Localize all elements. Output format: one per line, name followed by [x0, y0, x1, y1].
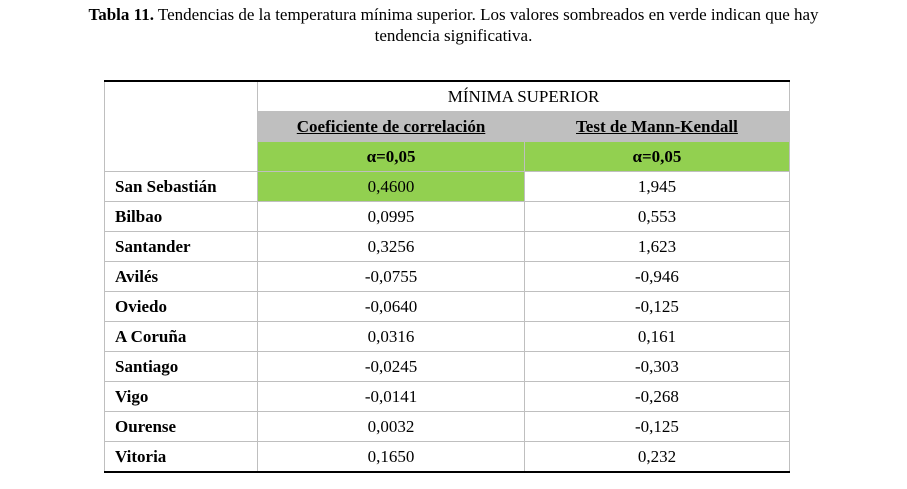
mann-kendall-value: -0,125: [524, 292, 789, 322]
mann-kendall-value: -0,946: [524, 262, 789, 292]
table-row: [105, 202, 790, 232]
correlation-value: 0,0032: [258, 412, 525, 442]
station-name: Santander: [105, 232, 258, 262]
column-header-correlation: Coeficiente de correlación: [258, 112, 525, 142]
correlation-value: -0,0141: [258, 382, 525, 412]
column-header-mann-kendall: Test de Mann-Kendall: [524, 112, 789, 142]
station-name: Vigo: [105, 382, 258, 412]
table-row: [105, 352, 790, 382]
correlation-value: 0,0316: [258, 322, 525, 352]
mann-kendall-value: -0,268: [524, 382, 789, 412]
correlation-value: -0,0640: [258, 292, 525, 322]
mann-kendall-value: 0,232: [524, 442, 789, 473]
correlation-value: -0,0755: [258, 262, 525, 292]
station-name: Vitoria: [105, 442, 258, 473]
caption-text: Tendencias de la temperatura mínima superior. Los valores sombreados en verde indican que hay: [153, 5, 819, 24]
station-name: Santiago: [105, 352, 258, 382]
station-name: San Sebastián: [105, 172, 258, 202]
mann-kendall-value: 1,623: [524, 232, 789, 262]
station-name: Bilbao: [105, 202, 258, 232]
correlation-value: 0,3256: [258, 232, 525, 262]
group-header-row: [105, 81, 790, 112]
table-row: [105, 172, 790, 202]
alpha-correlation: α=0,05: [258, 142, 525, 172]
table-row: [105, 232, 790, 262]
mann-kendall-value: -0,125: [524, 412, 789, 442]
group-header: MÍNIMA SUPERIOR: [258, 81, 790, 112]
station-name: Oviedo: [105, 292, 258, 322]
alpha-mann-kendall: α=0,05: [524, 142, 789, 172]
correlation-value: -0,0245: [258, 352, 525, 382]
caption-line-1: [0, 4, 907, 25]
table-caption: [0, 4, 907, 46]
table-row: [105, 442, 790, 473]
correlation-value: 0,1650: [258, 442, 525, 473]
table-row: [105, 412, 790, 442]
caption-label: Tabla 11.: [88, 5, 154, 24]
mann-kendall-value: 0,553: [524, 202, 789, 232]
station-name: A Coruña: [105, 322, 258, 352]
mann-kendall-value: 0,161: [524, 322, 789, 352]
table-row: [105, 322, 790, 352]
trend-table: [104, 80, 790, 473]
station-name: Avilés: [105, 262, 258, 292]
mann-kendall-value: 1,945: [524, 172, 789, 202]
station-name: Ourense: [105, 412, 258, 442]
mann-kendall-value: -0,303: [524, 352, 789, 382]
correlation-value: 0,4600: [258, 172, 525, 202]
corner-cell: [105, 81, 258, 172]
table-row: [105, 382, 790, 412]
table-row: [105, 292, 790, 322]
caption-line-2: tendencia significativa.: [374, 26, 533, 45]
table-row: [105, 262, 790, 292]
correlation-value: 0,0995: [258, 202, 525, 232]
